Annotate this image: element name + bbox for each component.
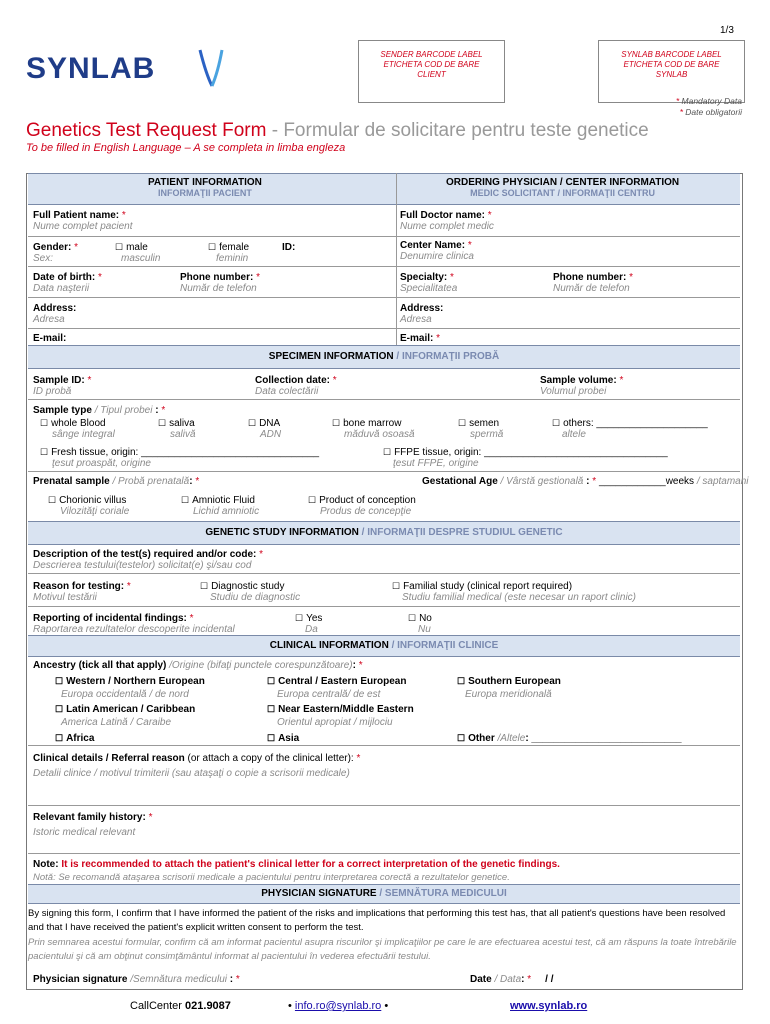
patient-email-field[interactable]: E-mail: bbox=[33, 333, 67, 344]
test-description-field[interactable]: Description of the test(s) required and/or code: * Descrierea testului(testelor) solicitat(e) şi/sau cod bbox=[33, 549, 264, 571]
ancestry-africa-checkbox[interactable]: ☐ Africa bbox=[55, 733, 94, 744]
specialty-field[interactable]: Specialty: * Specialitatea bbox=[400, 272, 458, 294]
ancestry-central-checkbox[interactable]: ☐ Central / Eastern European Europa centrală/ de est bbox=[267, 675, 406, 701]
synlab-barcode-label: SYNLAB BARCODE LABEL ETICHETA COD DE BARE SYNLAB bbox=[598, 40, 745, 103]
fresh-tissue-checkbox[interactable]: ☐ Fresh tissue, origin: ________________________________ ţesut proaspăt, origine bbox=[40, 447, 319, 469]
gender-label: Gender: * Sex: bbox=[33, 242, 79, 264]
footer-callcenter: CallCenter 021.9087 bbox=[130, 1000, 231, 1012]
incidental-findings-label: Reporting of incidental findings: * Raportarea rezultatelor descoperite incidental bbox=[33, 613, 235, 635]
sample-id-field[interactable]: Sample ID: * ID probă bbox=[33, 375, 92, 397]
ffpe-tissue-checkbox[interactable]: ☐ FFPE tissue, origin: _________________________________ ţesut FFPE, origine bbox=[383, 447, 668, 469]
prenatal-sample-label: Prenatal sample / Probă prenatală: * bbox=[33, 476, 200, 487]
sample-others-checkbox[interactable]: ☐ others: ____________________ altele bbox=[552, 418, 708, 440]
dob-field[interactable]: Date of birth: * Data naşterii bbox=[33, 272, 102, 294]
sample-bone-marrow-checkbox[interactable]: ☐ bone marrow măduvă osoasă bbox=[332, 418, 415, 440]
page-number: 1/3 bbox=[720, 25, 734, 36]
ancestry-label: Ancestry (tick all that apply) /Origine (bifaţi punctele corespunzătoare): * bbox=[33, 660, 363, 671]
ancestry-southern-checkbox[interactable]: ☐ Southern European Europa meridională bbox=[457, 675, 561, 701]
amniotic-fluid-checkbox[interactable]: ☐ Amniotic Fluid Lichid amniotic bbox=[181, 495, 259, 517]
sample-saliva-checkbox[interactable]: ☐ saliva salivă bbox=[158, 418, 196, 440]
consent-text: By signing this form, I confirm that I have informed the patient of the risks and implications that performing this test has, that all patient's questions have been resolved and that I have received the patient's explicit written consent to perform the test. bbox=[28, 908, 726, 933]
physician-email-field[interactable]: E-mail: * bbox=[400, 333, 441, 344]
chorionic-villus-checkbox[interactable]: ☐ Chorionic villus Vilozităţi coriale bbox=[48, 495, 129, 517]
patient-id-field[interactable]: ID: bbox=[282, 242, 296, 253]
incidental-no-checkbox[interactable]: ☐ No Nu bbox=[408, 613, 432, 635]
physician-signature-field[interactable]: Physician signature /Semnătura medicului : * bbox=[33, 974, 240, 985]
synlab-logo: SYNLAB bbox=[26, 52, 155, 86]
clinical-details-field[interactable]: Clinical details / Referral reason (or attach a copy of the clinical letter): * Detalii clinice / motivul trimiterii (sau ataşaţi o copie a scrisorii medicale) bbox=[33, 753, 361, 779]
sample-volume-field[interactable]: Sample volume: * Volumul probei bbox=[540, 375, 624, 397]
patient-name-field[interactable]: Full Patient name: * Nume complet pacient bbox=[33, 210, 133, 232]
signature-header: PHYSICIAN SIGNATURE / SEMNĂTURA MEDICULUI bbox=[28, 884, 740, 904]
consent-text-ro: Prin semnarea acestui formular, confirm că am informat pacientul asupra riscurilor şi implicaţiilor pe care le are efectuarea acestui test, că am răspuns la toate întrebările pacientului şi că am obţinut consimţământul informat al pacientului în vederea efectuării testului. bbox=[28, 937, 737, 962]
gender-male-checkbox[interactable]: ☐ male masculin bbox=[115, 242, 160, 264]
synlab-logo-mark-icon bbox=[198, 48, 224, 88]
center-name-field[interactable]: Center Name: * Denumire clinica bbox=[400, 240, 474, 262]
family-history-field[interactable]: Relevant family history: * Istoric medical relevant bbox=[33, 812, 153, 838]
ancestry-other-checkbox[interactable]: ☐ Other /Altele: ___________________________ bbox=[457, 733, 682, 744]
product-conception-checkbox[interactable]: ☐ Product of conception Produs de concepţie bbox=[308, 495, 416, 517]
patient-physician-header: PATIENT INFORMATION INFORMAŢII PACIENT ORDERING PHYSICIAN / CENTER INFORMATION MEDIC SOLICITANT / INFORMAŢII CENTRU bbox=[28, 173, 740, 205]
familial-study-checkbox[interactable]: ☐ Familial study (clinical report required) Studiu familial medical (este necesar un raport clinic) bbox=[392, 581, 636, 603]
genetic-study-header: GENETIC STUDY INFORMATION / INFORMAŢII DESPRE STUDIUL GENETIC bbox=[28, 521, 740, 545]
clinical-info-header: CLINICAL INFORMATION / INFORMAŢII CLINICE bbox=[28, 635, 740, 657]
gender-female-checkbox[interactable]: ☐ female feminin bbox=[208, 242, 249, 264]
patient-phone-field[interactable]: Phone number: * Număr de telefon bbox=[180, 272, 261, 294]
sender-barcode-label: SENDER BARCODE LABEL ETICHETA COD DE BARE CLIENT bbox=[358, 40, 505, 103]
signature-date-field[interactable]: Date / Data: * / / bbox=[470, 974, 554, 985]
diagnostic-study-checkbox[interactable]: ☐ Diagnostic study Studiu de diagnostic bbox=[200, 581, 300, 603]
physician-address-field[interactable]: Address: Adresa bbox=[400, 303, 444, 325]
footer-email[interactable]: • info.ro@synlab.ro • bbox=[288, 1000, 389, 1012]
sample-semen-checkbox[interactable]: ☐ semen spermă bbox=[458, 418, 503, 440]
ancestry-latin-checkbox[interactable]: ☐ Latin American / Caribbean America Latină / Caraibe bbox=[55, 703, 195, 729]
mandatory-legend: * Mandatory Data * Date obligatorii bbox=[675, 96, 742, 117]
clinical-note: Note: It is recommended to attach the patient's clinical letter for a correct interpretation of the genetic findings. Notă: Se recomandă ataşarea scrisorii medicale a pacientului pentru interpretarea corectă a rezultatelor genetice. bbox=[33, 859, 560, 883]
footer-website-link[interactable]: www.synlab.ro bbox=[510, 1000, 588, 1012]
ancestry-near-eastern-checkbox[interactable]: ☐ Near Eastern/Middle Eastern Orientul apropiat / mijlociu bbox=[267, 703, 414, 729]
specimen-header: SPECIMEN INFORMATION / INFORMAŢII PROBĂ bbox=[28, 345, 740, 369]
physician-phone-field[interactable]: Phone number: * Număr de telefon bbox=[553, 272, 634, 294]
incidental-yes-checkbox[interactable]: ☐ Yes Da bbox=[295, 613, 322, 635]
sample-dna-checkbox[interactable]: ☐ DNA ADN bbox=[248, 418, 281, 440]
reason-testing-label: Reason for testing: * Motivul testării bbox=[33, 581, 131, 603]
patient-address-field[interactable]: Address: Adresa bbox=[33, 303, 77, 325]
page-subtitle: To be filled in English Language – A se completa in limba engleza bbox=[26, 142, 346, 154]
sample-type-label: Sample type / Tipul probei : * bbox=[33, 405, 166, 416]
ancestry-western-checkbox[interactable]: ☐ Western / Northern European Europa occidentală / de nord bbox=[55, 675, 205, 701]
collection-date-field[interactable]: Collection date: * Data colectării bbox=[255, 375, 337, 397]
doctor-name-field[interactable]: Full Doctor name: * Nume complet medic bbox=[400, 210, 494, 232]
ancestry-asia-checkbox[interactable]: ☐ Asia bbox=[267, 733, 299, 744]
gestational-age-field[interactable]: Gestational Age / Vârstă gestională : * ____________weeks / saptamani bbox=[422, 476, 749, 487]
page-title: Genetics Test Request Form - Formular de solicitare pentru teste genetice bbox=[26, 120, 649, 141]
sample-whole-blood-checkbox[interactable]: ☐ whole Blood sânge integral bbox=[40, 418, 115, 440]
